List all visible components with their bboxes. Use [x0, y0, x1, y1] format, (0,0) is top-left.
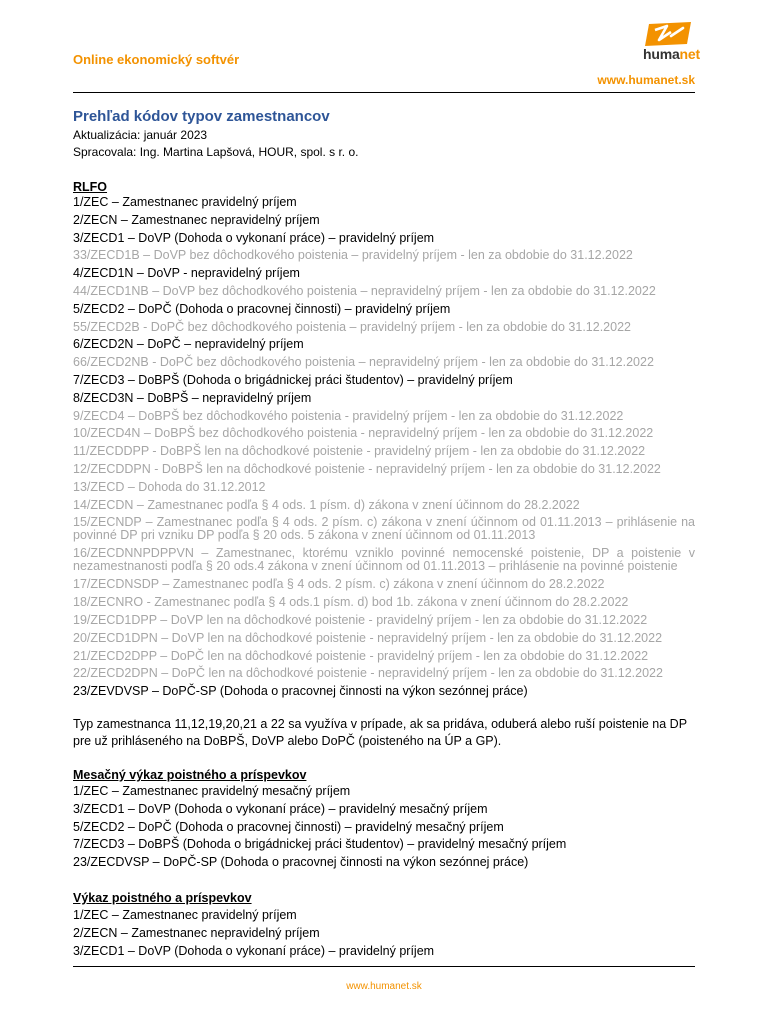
list-item: 19/ZECD1DPP – DoVP len na dôchodkové poistenie - pravidelný príjem - len za obdobie do 31.12.2022 — [73, 612, 648, 627]
author: Spracovala: Ing. Martina Lapšová, HOUR, spol. s r. o. — [73, 145, 359, 159]
logo-text-a: huma — [643, 46, 680, 62]
list-item: 15/ZECNDP – Zamestnanec podľa § 4 ods. 2 písm. c) zákona v znení účinnom od 01.11.2013 – prihlásenie na povinné DP pri vzniku DP podľa § 20 ods. 5 zákona v znení účinnom od 01.11.2013 — [73, 515, 695, 543]
header-divider — [73, 92, 695, 93]
section-heading-monthly: Mesačný výkaz poistného a príspevkov — [73, 768, 307, 782]
humanet-logo-icon — [645, 22, 693, 46]
list-item: 6/ZECD2N – DoPČ – nepravidelný príjem — [73, 337, 304, 352]
list-item: 14/ZECDN – Zamestnanec podľa § 4 ods. 1 písm. d) zákona v znení účinnom do 28.2.2022 — [73, 497, 580, 512]
list-item: 21/ZECD2DPP – DoPČ len na dôchodkové poistenie - pravidelný príjem - len za obdobie do 31.12.2022 — [73, 648, 649, 663]
footer-divider — [73, 966, 695, 967]
list-item: 4/ZECD1N – DoVP - nepravidelný príjem — [73, 266, 300, 281]
list-item: 17/ZECDNSDP – Zamestnanec podľa § 4 ods. 2 písm. c) zákona v znení účinnom do 28.2.2022 — [73, 577, 605, 592]
list-item: 23/ZECDVSP – DoPČ-SP (Dohoda o pracovnej činnosti na výkon sezónnej práce) — [73, 855, 529, 870]
list-item: 3/ZECD1 – DoVP (Dohoda o vykonaní práce) – pravidelný príjem — [73, 230, 435, 245]
list-item: 3/ZECD1 – DoVP (Dohoda o vykonaní práce) – pravidelný mesačný príjem — [73, 801, 488, 816]
list-item: 2/ZECN – Zamestnanec nepravidelný príjem — [73, 925, 320, 940]
note-paragraph: Typ zamestnanca 11,12,19,20,21 a 22 sa využíva v prípade, ak sa pridáva, oduberá alebo ruší poistenie na DP pre už prihláseného na DoBPŠ, DoVP alebo DoPČ (poisteného na ÚP a GP). — [73, 717, 687, 748]
list-item: 12/ZECDDPN - DoBPŠ len na dôchodkové poistenie - nepravidelný príjem - len za obdobie do 31.12.2022 — [73, 461, 661, 476]
monthly-code-list — [73, 783, 695, 872]
list-item: 44/ZECD1NB – DoVP bez dôchodkového poistenia – nepravidelný príjem - len za obdobie do 31.12.2022 — [73, 283, 656, 298]
list-item: 5/ZECD2 – DoPČ (Dohoda o pracovnej činnosti) – pravidelný príjem — [73, 301, 451, 316]
list-item: 16/ZECDNNPDPPVN – Zamestnanec, ktorému vzniklo povinné nemocenské poistenie, DP a poistenie v nezamestnanosti podľa § 20 ods.4 zákona v znení účinnom od 01.11.2013 – prihlásenie na povinné poistenie — [73, 546, 695, 574]
list-item: 1/ZEC – Zamestnanec pravidelný príjem — [73, 908, 297, 922]
list-item: 13/ZECD – Dohoda do 31.12.2012 — [73, 479, 266, 494]
list-item: 11/ZECDDPP - DoBPŠ len na dôchodkové poistenie - pravidelný príjem - len za obdobie do 31.12.2022 — [73, 444, 646, 459]
list-item: 7/ZECD3 – DoBPŠ (Dohoda o brigádnickej práci študentov) – pravidelný príjem — [73, 372, 513, 387]
header-url[interactable]: www.humanet.sk — [597, 73, 695, 87]
list-item: 7/ZECD3 – DoBPŠ (Dohoda o brigádnickej práci študentov) – pravidelný mesačný príjem — [73, 837, 567, 852]
document-title: Prehľad kódov typov zamestnancov — [73, 108, 330, 125]
list-item: 23/ZEVDVSP – DoPČ-SP (Dohoda o pracovnej činnosti na výkon sezónnej práce) — [73, 684, 528, 699]
list-item: 1/ZEC – Zamestnanec pravidelný príjem — [73, 195, 297, 209]
section-heading-report: Výkaz poistného a príspevkov — [73, 891, 252, 905]
list-item: 66/ZECD2NB - DoPČ bez dôchodkového poistenia – nepravidelný príjem - len za obdobie do 31.12.2022 — [73, 355, 654, 370]
section-heading-rlfo: RLFO — [73, 180, 108, 194]
update-date: Aktualizácia: január 2023 — [73, 128, 208, 142]
logo-text-b: net — [679, 46, 700, 62]
list-item: 55/ZECD2B - DoPČ bez dôchodkového poistenia – pravidelný príjem - len za obdobie do 31.12.2022 — [73, 319, 631, 334]
report-code-list — [73, 907, 695, 960]
footer-url[interactable]: www.humanet.sk — [346, 981, 422, 992]
list-item: 8/ZECD3N – DoBPŠ – nepravidelný príjem — [73, 390, 312, 405]
humanet-logo — [643, 22, 700, 66]
rlfo-code-list — [73, 194, 695, 701]
list-item: 2/ZECN – Zamestnanec nepravidelný príjem — [73, 212, 320, 227]
list-item: 5/ZECD2 – DoPČ (Dohoda o pracovnej činnosti) – pravidelný mesačný príjem — [73, 819, 504, 834]
logo-wordmark — [643, 46, 700, 62]
list-item: 33/ZECD1B – DoVP bez dôchodkového poistenia – pravidelný príjem - len za obdobie do 31.12.2022 — [73, 248, 633, 263]
list-item: 9/ZECD4 – DoBPŠ bez dôchodkového poistenia - pravidelný príjem - len za obdobie do 31.12.2022 — [73, 408, 624, 423]
list-item: 18/ZECNRO - Zamestnanec podľa § 4 ods.1 písm. d) bod 1b. zákona v znení účinnom do 28.2.2022 — [73, 595, 629, 610]
list-item: 10/ZECD4N – DoBPŠ bez dôchodkového poistenia - nepravidelný príjem - len za obdobie do 31.12.2022 — [73, 426, 654, 441]
list-item: 1/ZEC – Zamestnanec pravidelný mesačný príjem — [73, 784, 351, 798]
header-title: Online ekonomický softvér — [73, 52, 240, 67]
list-item: 3/ZECD1 – DoVP (Dohoda o vykonaní práce) – pravidelný príjem — [73, 943, 435, 958]
list-item: 22/ZECD2DPN – DoPČ len na dôchodkové poistenie - nepravidelný príjem - len za obdobie do 31.12.2022 — [73, 666, 663, 681]
list-item: 20/ZECD1DPN – DoVP len na dôchodkové poistenie - nepravidelný príjem - len za obdobie do 31.12.2022 — [73, 630, 663, 645]
